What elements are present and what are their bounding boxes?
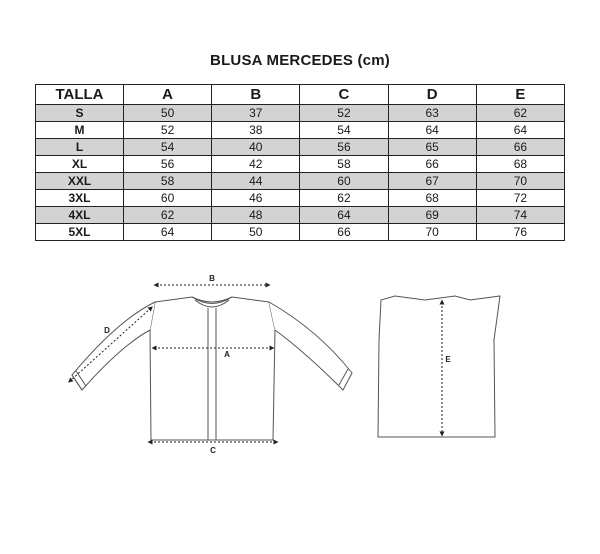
label-b: B: [209, 274, 215, 283]
header-a: A: [124, 85, 212, 105]
cell-b: 50: [212, 224, 300, 241]
table-row: [36, 190, 565, 207]
cell-e: 70: [476, 173, 564, 190]
table-row: [36, 139, 565, 156]
cell-c: 56: [300, 139, 388, 156]
cell-e: 66: [476, 139, 564, 156]
label-d: D: [104, 326, 110, 335]
cell-c: 58: [300, 156, 388, 173]
cell-c: 52: [300, 105, 388, 122]
cell-b: 38: [212, 122, 300, 139]
cell-e: 76: [476, 224, 564, 241]
table-row: [36, 105, 565, 122]
cell-size: L: [36, 139, 124, 156]
blouse-front-illustration: [72, 297, 352, 440]
header-d: D: [388, 85, 476, 105]
cell-a: 58: [124, 173, 212, 190]
header-e: E: [476, 85, 564, 105]
size-table: [35, 84, 565, 241]
table-header-row: [36, 85, 565, 105]
cell-d: 70: [388, 224, 476, 241]
cell-d: 63: [388, 105, 476, 122]
cell-size: 4XL: [36, 207, 124, 224]
header-talla: TALLA: [36, 85, 124, 105]
cell-a: 54: [124, 139, 212, 156]
cell-e: 68: [476, 156, 564, 173]
cell-a: 64: [124, 224, 212, 241]
blouse-back-illustration: [378, 296, 500, 437]
table-row: [36, 122, 565, 139]
measure-c: [150, 442, 276, 455]
cell-b: 37: [212, 105, 300, 122]
header-b: B: [212, 85, 300, 105]
cell-a: 62: [124, 207, 212, 224]
cell-b: 46: [212, 190, 300, 207]
cell-b: 42: [212, 156, 300, 173]
cell-d: 67: [388, 173, 476, 190]
cell-size: M: [36, 122, 124, 139]
cell-e: 74: [476, 207, 564, 224]
label-e: E: [445, 355, 451, 364]
page-title: BLUSA MERCEDES (cm): [210, 52, 390, 69]
cell-size: S: [36, 105, 124, 122]
table-row: [36, 173, 565, 190]
cell-d: 64: [388, 122, 476, 139]
cell-size: 3XL: [36, 190, 124, 207]
cell-e: 62: [476, 105, 564, 122]
cell-d: 69: [388, 207, 476, 224]
cell-d: 68: [388, 190, 476, 207]
label-a: A: [224, 350, 230, 359]
cell-size: XL: [36, 156, 124, 173]
cell-d: 65: [388, 139, 476, 156]
cell-e: 64: [476, 122, 564, 139]
cell-d: 66: [388, 156, 476, 173]
cell-c: 66: [300, 224, 388, 241]
cell-b: 44: [212, 173, 300, 190]
table-row: [36, 156, 565, 173]
cell-c: 62: [300, 190, 388, 207]
cell-a: 60: [124, 190, 212, 207]
garment-measurement-diagram: [0, 260, 600, 460]
cell-c: 54: [300, 122, 388, 139]
cell-size: XXL: [36, 173, 124, 190]
cell-e: 72: [476, 190, 564, 207]
cell-b: 48: [212, 207, 300, 224]
table-row: [36, 207, 565, 224]
cell-b: 40: [212, 139, 300, 156]
cell-c: 64: [300, 207, 388, 224]
cell-a: 52: [124, 122, 212, 139]
header-c: C: [300, 85, 388, 105]
measure-b: [156, 274, 268, 285]
cell-size: 5XL: [36, 224, 124, 241]
cell-a: 50: [124, 105, 212, 122]
cell-a: 56: [124, 156, 212, 173]
table-row: [36, 224, 565, 241]
cell-c: 60: [300, 173, 388, 190]
label-c: C: [210, 446, 216, 455]
